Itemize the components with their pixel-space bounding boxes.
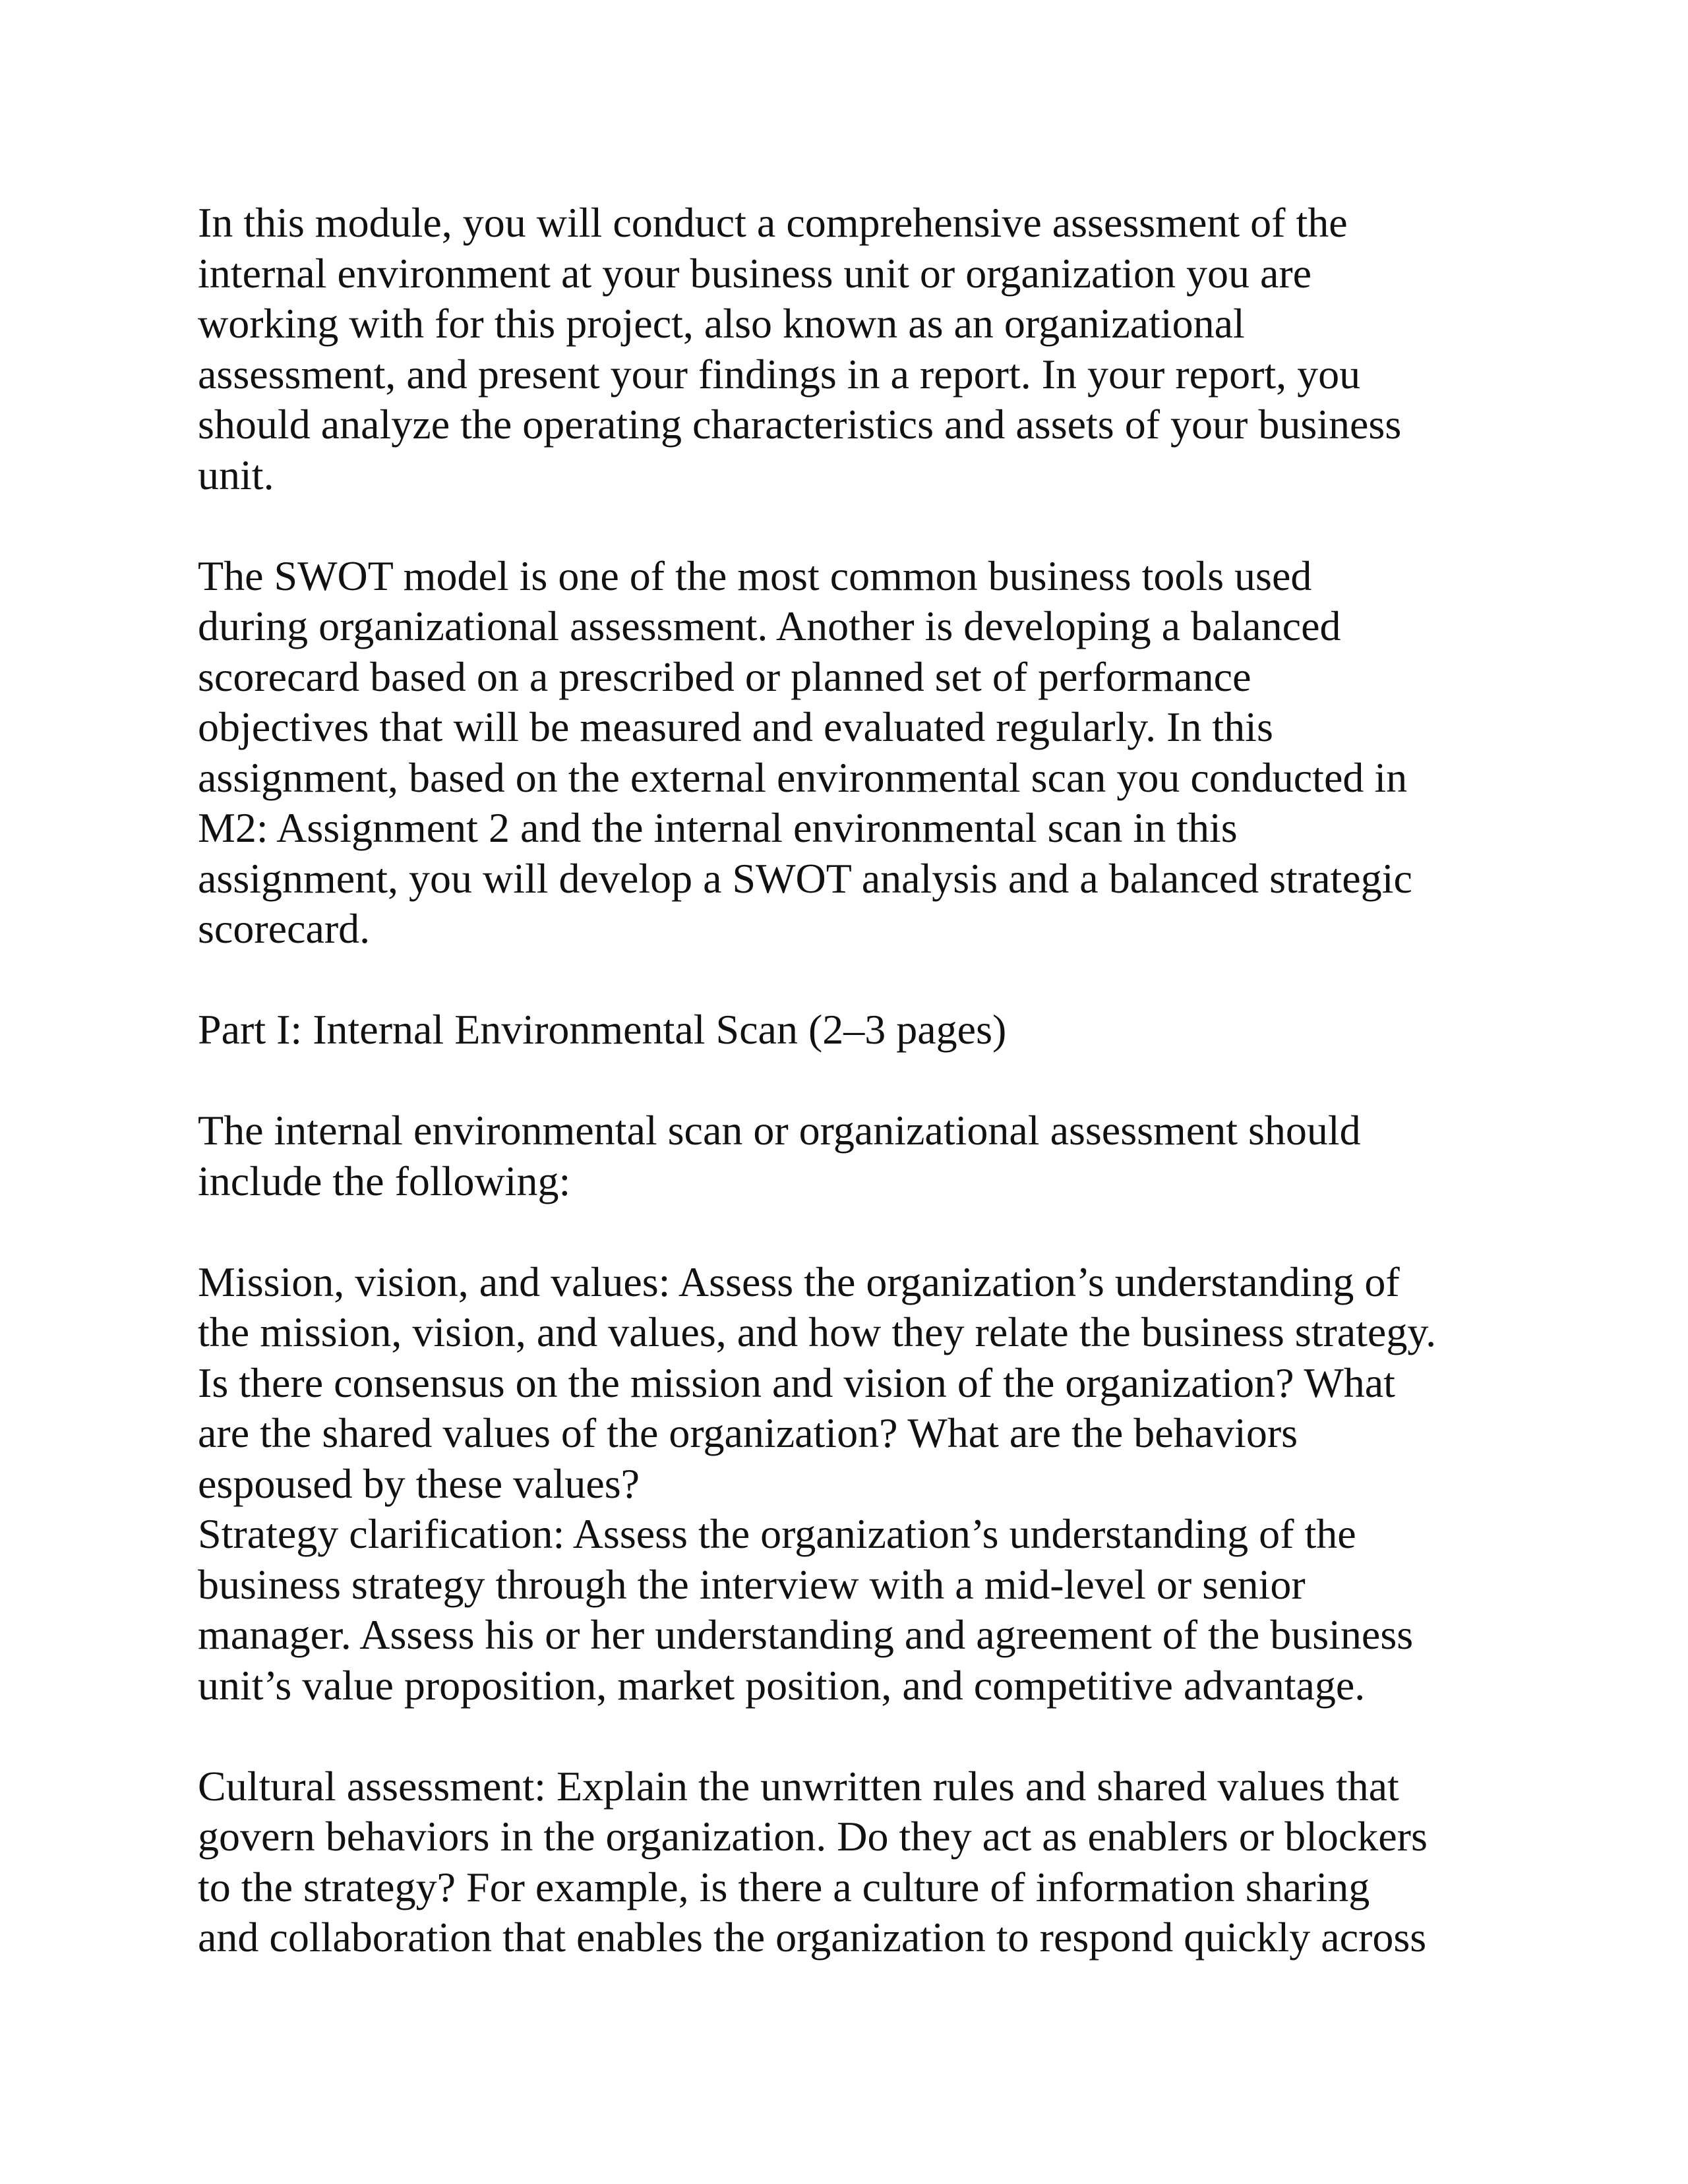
scan-intro-paragraph: The internal environmental scan or organizational assessment should include the following: [198,1107,1361,1204]
culture-paragraph: Cultural assessment: Explain the unwritten rules and shared values that govern behaviors in the organization. Do they act as enablers or blockers to the strategy? For example, is there a culture of information sharing and collaboration that enables the organization to respond quickly across [198,1762,1428,1961]
intro-paragraph: In this module, you will conduct a comprehensive assessment of the internal environment at your business unit or organization you are working with for this project, also known as an organizational assessment, and present your findings in a report. In your report, you should analyze the operating characteristics and assets of your business unit. [198,199,1402,498]
mission-paragraph: Mission, vision, and values: Assess the organization’s understanding of the mission, vision, and values, and how they relate the business strategy. Is there consensus on the mission and vision of the organization? What are the shared values of the organization? What are the behaviors espoused by these values? [198,1258,1437,1507]
swot-paragraph: The SWOT model is one of the most common business tools used during organizational assessment. Another is developing a balanced scorecard based on a prescribed or planned set of performance objectives that will be measured and evaluated regularly. In this assignment, based on the external environmental scan you conducted in M2: Assignment 2 and the internal environmental scan in this assignment, you will develop a SWOT analysis and a balanced strategic scorecard. [198,552,1412,952]
strategy-paragraph: Strategy clarification: Assess the organization’s understanding of the business strategy through the interview with a mid-level or senior manager. Assess his or her understanding and agreement of the business unit’s value proposition, market position, and competitive advantage. [198,1510,1414,1709]
document-body [198,198,1517,2013]
part-heading: Part I: Internal Environmental Scan (2–3 pages) [198,1006,1007,1053]
